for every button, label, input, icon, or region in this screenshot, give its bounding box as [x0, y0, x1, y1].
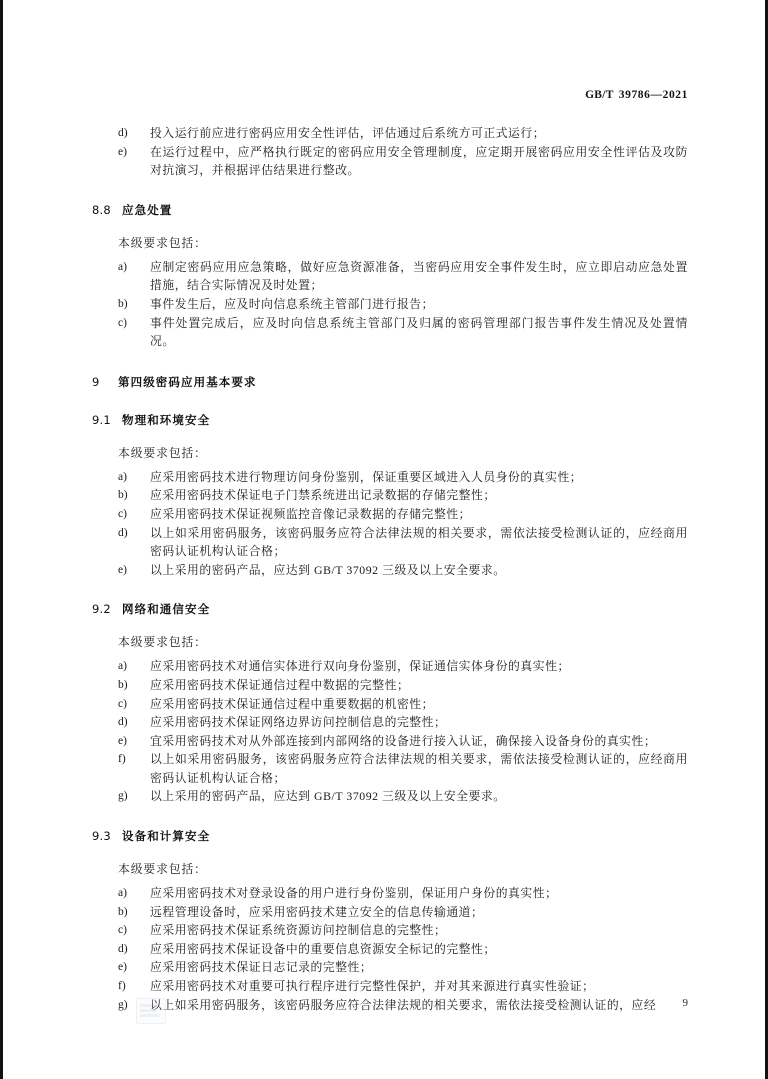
clause-leadin: 本级要求包括： — [118, 635, 207, 650]
list-item — [118, 921, 688, 940]
continued-list — [88, 124, 688, 180]
list-item-marker: g) — [118, 998, 128, 1011]
list-item-marker: e) — [118, 563, 127, 576]
list-item-marker: d) — [118, 526, 128, 539]
list-item-text: 应采用密码技术保证视频监控音像记录数据的存储完整性； — [150, 506, 472, 521]
list-item-text: 远程管理设备时，应采用密码技术建立安全的信息传输通道； — [150, 904, 484, 919]
list-item-text: 以上如采用密码服务，该密码服务应符合法律法规的相关要求，需依法接受检测认证的，应经商用密码认证机构认证合格； — [150, 525, 688, 559]
list-item-text: 以上如采用密码服务，该密码服务应符合法律法规的相关要求，需依法接受检测认证的，应经商用密码认证机构认证合格； — [150, 752, 688, 785]
list-item-marker: c) — [118, 316, 127, 329]
list-item-marker: a) — [118, 260, 127, 273]
list-item-marker: e) — [118, 145, 127, 158]
list-item-text: 以上采用的密码产品，应达到 GB/T 37092 三级及以上安全要求。 — [150, 562, 506, 577]
list-item-text: 在运行过程中，应严格执行既定的密码应用安全管理制度，应定期开展密码应用安全性评估及攻防对抗演习，并根据评估结果进行整改。 — [150, 144, 688, 178]
list-item-text: 应采用密码技术对通信实体进行双向身份鉴别，保证通信实体身份的真实性； — [150, 659, 570, 674]
list-item-text: 应采用密码技术保证通信过程中数据的完整性； — [150, 677, 410, 692]
list-item-marker: b) — [118, 905, 128, 918]
clause-number: 9.2 — [92, 602, 111, 617]
clause-heading-9.3 — [92, 828, 688, 844]
clause-title: 物理和环境安全 — [122, 412, 211, 427]
list-item-text: 事件发生后，应及时向信息系统主管部门进行报告； — [150, 296, 434, 311]
clause-title: 设备和计算安全 — [122, 829, 211, 844]
running-head-number: 39786—2021 — [618, 89, 688, 101]
list-item-text: 以上采用的密码产品，应达到 GB/T 37092 三级及以上安全要求。 — [150, 789, 506, 804]
list-item-marker: a) — [118, 660, 127, 673]
clause-number: 9.1 — [92, 412, 111, 427]
clause-number: 9 — [92, 374, 100, 389]
list-item — [118, 940, 688, 959]
clause-leadin: 本级要求包括： — [118, 235, 207, 250]
list-item — [118, 732, 688, 751]
list-item-marker: c) — [118, 924, 127, 937]
list-item-marker: g) — [118, 790, 128, 803]
list-item — [118, 124, 688, 143]
list-item — [118, 657, 688, 676]
clause-heading-9.1 — [92, 412, 688, 428]
clause-number: 8.8 — [92, 202, 111, 217]
list-item-text: 应采用密码技术保证电子门禁系统进出记录数据的存储完整性； — [150, 488, 496, 503]
requirement-list-9.3 — [88, 884, 688, 1014]
page-content-area — [88, 0, 688, 1079]
running-head — [88, 89, 688, 101]
list-item-marker: e) — [118, 961, 127, 974]
list-item-text: 应采用密码技术对重要可执行程序进行完整性保护，并对其来源进行真实性验证； — [150, 979, 595, 994]
requirement-list-9.2 — [88, 657, 688, 806]
page-number: 9 — [682, 997, 688, 1009]
list-item — [118, 486, 688, 505]
list-item — [118, 695, 688, 714]
list-item — [118, 505, 688, 524]
list-item-text: 应采用密码技术保证设备中的重要信息资源安全标记的完整性； — [150, 941, 496, 956]
list-item-text: 应采用密码技术对登录设备的用户进行身份鉴别，保证用户身份的真实性； — [150, 886, 558, 901]
list-item-text: 应采用密码技术保证网络边界访问控制信息的完整性； — [150, 715, 447, 730]
watermark-bar — [140, 1014, 160, 1017]
list-item-text: 应制定密码应用应急策略，做好应急资源准备，当密码应用安全事件发生时，应立即启动应急处置措施，结合实际情况及时处置； — [150, 259, 688, 293]
list-item — [118, 524, 688, 561]
clause-title: 第四级密码应用基本要求 — [118, 374, 257, 389]
list-item-marker: b) — [118, 489, 128, 502]
list-item-text: 应采用密码技术保证日志记录的完整性； — [150, 960, 373, 975]
clause-heading-9 — [92, 374, 688, 390]
list-item-marker: f) — [118, 753, 126, 766]
list-item — [118, 561, 688, 580]
list-item-marker: d) — [118, 716, 128, 729]
list-item-marker: e) — [118, 734, 127, 747]
clause-heading-9.2 — [92, 601, 688, 617]
list-item-text: 应采用密码技术保证系统资源访问控制信息的完整性； — [150, 923, 447, 938]
list-item — [118, 468, 688, 487]
list-item-marker: b) — [118, 297, 128, 310]
clause-number: 9.3 — [92, 829, 111, 844]
list-item-marker: d) — [118, 942, 128, 955]
clause-title: 应急处置 — [122, 202, 173, 217]
list-item — [118, 958, 688, 977]
list-item — [118, 750, 688, 787]
clause-leadin: 本级要求包括： — [118, 862, 207, 877]
document-body — [88, 118, 688, 1014]
list-item — [118, 713, 688, 732]
list-item-marker: f) — [118, 980, 126, 993]
running-head-prefix: GB/T — [585, 89, 614, 101]
list-item — [118, 143, 688, 180]
list-item-marker: a) — [118, 470, 127, 483]
list-item-marker: c) — [118, 507, 127, 520]
list-item-text: 应采用密码技术进行物理访问身份鉴别，保证重要区域进入人员身份的真实性； — [150, 469, 583, 484]
list-item — [118, 676, 688, 695]
list-item-marker: b) — [118, 678, 128, 691]
list-item-marker: a) — [118, 887, 127, 900]
list-item-text: 以上如采用密码服务，该密码服务应符合法律法规的相关要求，需依法接受检测认证的，应经 — [150, 997, 657, 1012]
clause-title: 网络和通信安全 — [122, 602, 211, 617]
requirement-list-8.8 — [88, 258, 688, 351]
list-item — [118, 977, 688, 996]
list-item-text: 应采用密码技术保证通信过程中重要数据的机密性； — [150, 696, 434, 711]
list-item — [118, 787, 688, 806]
list-item-marker: d) — [118, 127, 128, 139]
list-item — [118, 258, 688, 295]
list-item-marker: c) — [118, 697, 127, 710]
list-item-text: 宜采用密码技术对从外部连接到内部网络的设备进行接入认证，确保接入设备身份的真实性； — [150, 733, 657, 748]
list-item — [118, 884, 688, 903]
list-item — [118, 295, 688, 314]
clause-leadin: 本级要求包括： — [118, 445, 207, 460]
clause-container — [88, 202, 688, 1014]
requirement-list-9.1 — [88, 468, 688, 580]
list-item-text: 事件处置完成后，应及时向信息系统主管部门及归属的密码管理部门报告事件发生情况及处置情况。 — [150, 315, 688, 349]
list-item — [118, 314, 688, 351]
clause-heading-8.8 — [92, 202, 688, 218]
list-item — [118, 903, 688, 922]
list-item-text: 投入运行前应进行密码应用安全性评估，评估通过后系统方可正式运行； — [150, 126, 546, 140]
